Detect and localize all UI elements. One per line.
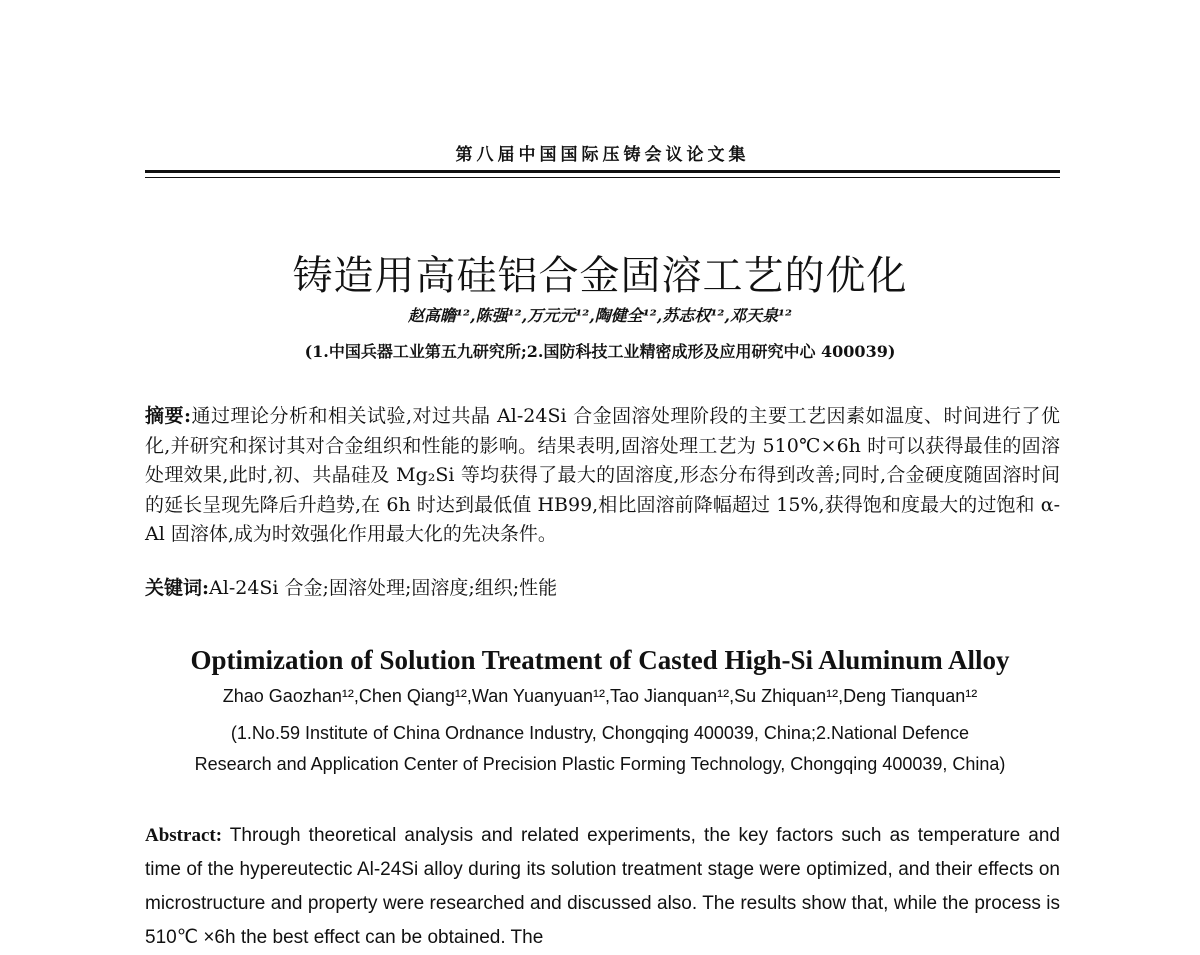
english-title: Optimization of Solution Treatment of Casted High-Si Aluminum Alloy	[190, 645, 1010, 675]
chinese-keywords	[145, 574, 1060, 604]
chinese-abstract-text: 通过理论分析和相关试验,对过共晶 Al-24Si 合金固溶处理阶段的主要工艺因素如温度、时间进行了优化,并研究和探讨其对合金组织和性能的影响。结果表明,固溶处理工艺为 510℃×6h 时可以获得最佳的固溶处理效果,此时,初、共晶硅及 Mg₂Si 等均获得了最大的固溶度,形态分布得到改善;同时,合金硬度随固溶时间的延长呈现先降后升趋势,在 6h 时达到最低值 HB99,相比固溶前降幅超过 15%,获得饱和度最大的过饱和 α-Al 固溶体,成为时效强化作用最大化的先决条件。	[145, 405, 1061, 545]
english-affiliation-line-2: Research and Application Center of Precision Plastic Forming Technology, Chongqing 400039, China)	[194, 754, 1006, 774]
header-rule-thick	[145, 170, 1060, 173]
english-affiliation	[150, 718, 1050, 780]
english-abstract-text: Through theoretical analysis and related experiments, the key factors such as temperature and time of the hypereutectic Al-24Si alloy during its solution treatment stage were optimized, and their effects on microstructure and property were researched and discussed also. The results show that, while the process is 510℃ ×6h the best effect can be obtained. The	[145, 825, 1060, 948]
chinese-abstract-label: 摘要:	[145, 405, 192, 427]
english-abstract-label: Abstract:	[145, 825, 223, 846]
chinese-affiliation: (1.中国兵器工业第五九研究所;2.国防科技工业精密成形及应用研究中心 400039)	[304, 342, 896, 361]
chinese-abstract	[145, 402, 1060, 550]
header-rule-thin	[145, 177, 1060, 178]
chinese-keywords-text: Al-24Si 合金;固溶处理;固溶度;组织;性能	[209, 577, 558, 599]
english-affiliation-line-1: (1.No.59 Institute of China Ordnance Industry, Chongqing 400039, China;2.National Defence	[230, 723, 970, 743]
english-authors: Zhao Gaozhan¹²,Chen Qiang¹²,Wan Yuanyuan¹²,Tao Jianquan¹²,Su Zhiquan¹²,Deng Tianquan¹²	[222, 686, 978, 706]
chinese-authors: 赵高瞻¹²,陈强¹²,万元元¹²,陶健全¹²,苏志权¹²,邓天泉¹²	[408, 306, 792, 325]
english-abstract	[145, 819, 1060, 955]
chinese-keywords-label: 关键词:	[145, 577, 210, 599]
chinese-title: 铸造用高硅铝合金固溶工艺的优化	[292, 253, 908, 299]
running-header: 第八届中国国际压铸会议论文集	[455, 145, 750, 165]
